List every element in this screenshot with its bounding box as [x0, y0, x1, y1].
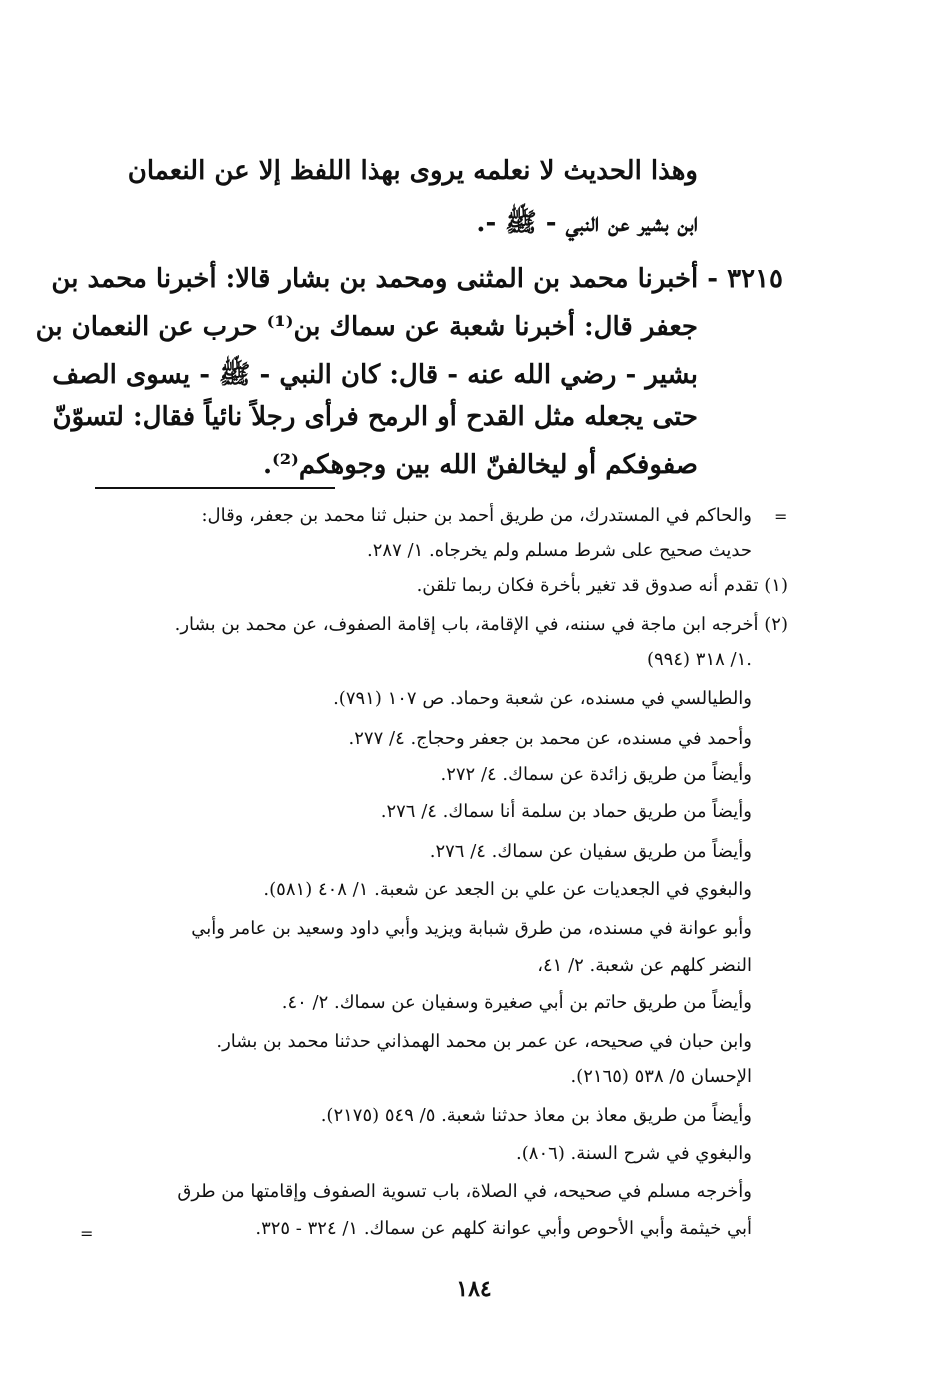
footnote-2-line-3: والطيالسي في مسنده، عن شعبة وحماد. ص ١٠٧ (٧٩١).	[333, 688, 752, 709]
footnote-2-line-17: أبي خيثمة وأبي الأحوص وأبي عوانة كلهم عن سماك. ١/ ٣٢٤ - ٣٢٥.	[255, 1218, 752, 1239]
footnote-2-line-8: والبغوي في الجعديات عن علي بن الجعد عن شعبة. ١/ ٤٠٨ (٥٨١).	[263, 879, 752, 900]
footnote-2-line-6: وأيضاً من طريق حماد بن سلمة أنا سماك. ٤/ ٢٧٦.	[380, 801, 752, 822]
footnote-2-line-16: وأخرجه مسلم في صحيحه، في الصلاة، باب تسوية الصفوف وإقامتها من طرق	[177, 1181, 752, 1202]
footnote-2-line-4: وأحمد في مسنده، عن محمد بن جعفر وحجاج. ٤/ ٢٧٧.	[348, 728, 752, 749]
continuation-marker-end: =	[80, 1224, 94, 1243]
hadith-3215-line-2: جعفر قال: أخبرنا شعبة عن سماك بن⁽¹⁾ حرب عن النعمان بن	[35, 312, 698, 342]
footnote-2-line-10: النضر كلهم عن شعبة. ٢/ ٤١،	[537, 955, 752, 976]
footnote-continuation-line-1: والحاكم في المستدرك، من طريق أحمد بن حنبل ثنا محمد بن جعفر، وقال:	[201, 505, 752, 526]
footnote-2-line-2: ١/ ٣١٨ (٩٩٤).	[646, 649, 752, 670]
hadith-3215-line-4: حتى يجعله مثل القدح أو الرمح فرأى رجلاً نائياً فقال: لتسوّنّ	[52, 402, 698, 432]
footnote-2-line-15: والبغوي في شرح السنة. (٨٠٦).	[516, 1143, 752, 1164]
footnote-continuation-line-2: حديث صحيح على شرط مسلم ولم يخرجاه. ١/ ٢٨٧.	[367, 540, 752, 561]
hadith-3215-line-3: بشير - رضي الله عنه - قال: كان النبي - ﷺ - يسوى الصف	[52, 360, 698, 390]
main-text-line-2: ابن بشير عن النبي - ﷺ -.	[476, 208, 698, 238]
hadith-3215-line-5: صفوفكم أو ليخالفنّ الله بين وجوهكم⁽²⁾.	[262, 450, 698, 480]
page-number: ١٨٤	[456, 1276, 492, 1302]
footnote-1: (١) تقدم أنه صدوق قد تغير بأخرة فكان ربما تلقن.	[416, 575, 788, 596]
footnote-2-line-14: وأيضاً من طريق معاذ بن معاذ حدثنا شعبة. ٥/ ٥٤٩ (٢١٧٥).	[320, 1105, 752, 1126]
footnote-2-line-9: وأبو عوانة في مسنده، من طرق شبابة ويزيد وأبي داود وسعيد بن عامر وأبي	[191, 918, 752, 939]
continuation-marker: =	[774, 507, 788, 526]
footnote-separator	[95, 487, 335, 489]
hadith-3215-line-1: ٣٢١٥ - أخبرنا محمد بن المثنى ومحمد بن بشار قالا: أخبرنا محمد بن	[51, 264, 783, 294]
main-text-line-1: وهذا الحديث لا نعلمه يروى بهذا اللفظ إلا عن النعمان	[127, 156, 698, 186]
footnote-2-line-11: وأيضاً من طريق حاتم بن أبي صغيرة وسفيان عن سماك. ٢/ ٤٠.	[281, 992, 752, 1013]
footnote-2-line-1: (٢) أخرجه ابن ماجة في سننه، في الإقامة، باب إقامة الصفوف، عن محمد بن بشار.	[174, 614, 788, 635]
footnote-2-line-5: وأيضاً من طريق زائدة عن سماك. ٤/ ٢٧٢.	[440, 764, 752, 785]
footnote-2-line-7: وأيضاً من طريق سفيان عن سماك. ٤/ ٢٧٦.	[429, 841, 752, 862]
footnote-2-line-13: الإحسان ٥/ ٥٣٨ (٢١٦٥).	[570, 1066, 752, 1087]
footnote-2-line-12: وابن حبان في صحيحه، عن عمر بن محمد الهمذاني حدثنا محمد بن بشار.	[216, 1031, 752, 1052]
